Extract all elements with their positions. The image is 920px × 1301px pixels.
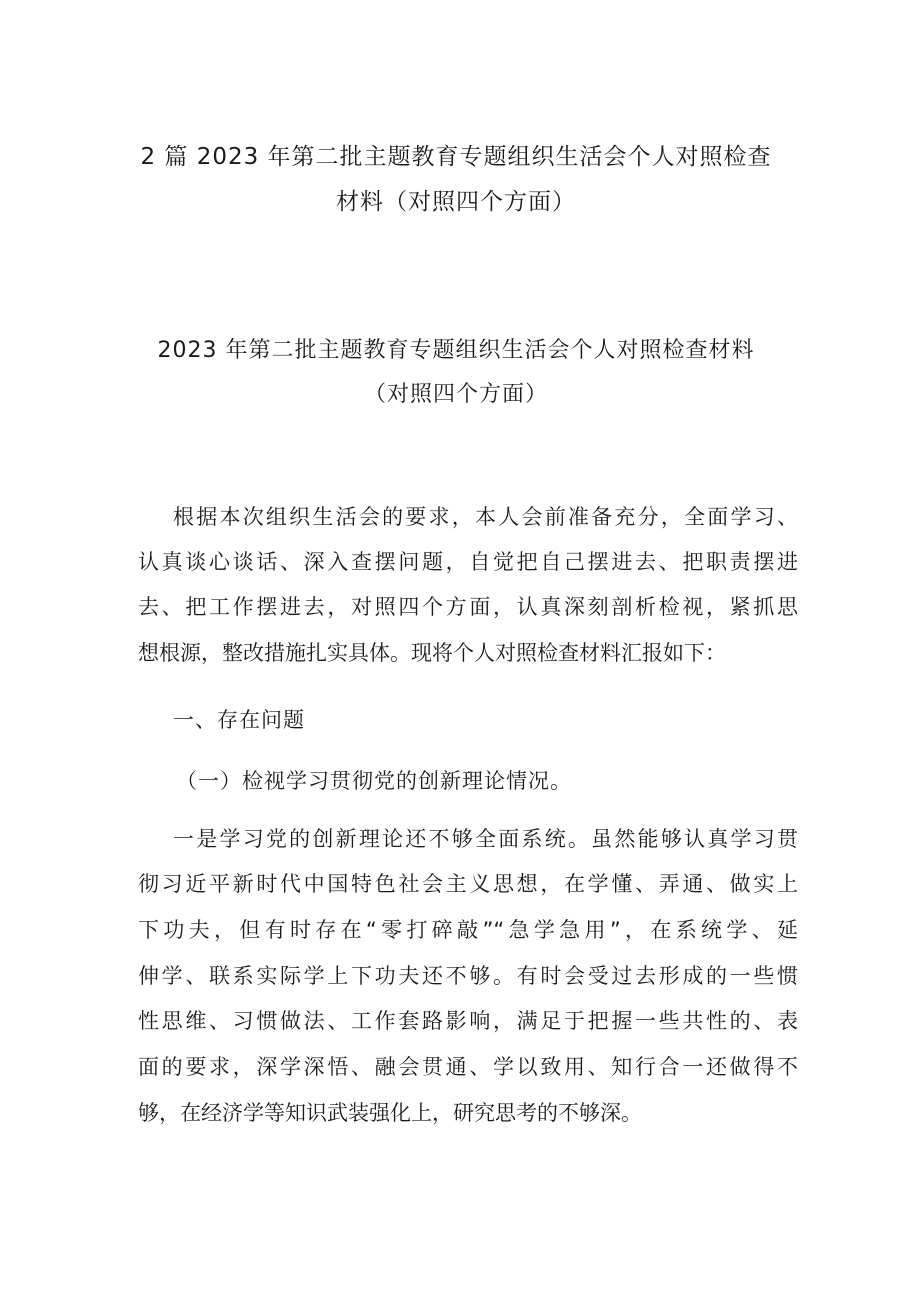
document-title-line-2: 材料（对照四个方面） <box>336 189 576 215</box>
subsection-heading: （一）检视学习贯彻党的创新理论情况。 <box>176 769 572 793</box>
section-heading: 一、存在问题 <box>173 708 305 732</box>
body-paragraph-line: 面的要求，深学深悟、融会贯通、学以致用、知行合一还做得不 <box>138 1055 798 1079</box>
body-paragraph-line: 下功夫，但有时存在“零打碎敲”“急学急用”，在系统学、延 <box>138 918 798 942</box>
document-title-line-1: 2 篇 2023 年第二批主题教育专题组织生活会个人对照检查 <box>140 144 772 170</box>
body-paragraph-line: 一是学习党的创新理论还不够全面系统。虽然能够认真学习贯 <box>173 827 798 851</box>
intro-paragraph-line: 想根源，整改措施扎实具体。现将个人对照检查材料汇报如下： <box>138 641 726 665</box>
document-subtitle-line-1: 2023 年第二批主题教育专题组织生活会个人对照检查材料 <box>157 338 755 363</box>
body-paragraph-line: 伸学、联系实际学上下功夫还不够。有时会受过去形成的一些惯 <box>138 964 798 988</box>
intro-paragraph-line: 去、把工作摆进去，对照四个方面，认真深刻剖析检视，紧抓思 <box>138 595 798 619</box>
body-paragraph-line: 够，在经济学等知识武装强化上，研究思考的不够深。 <box>138 1101 642 1125</box>
intro-paragraph-line: 根据本次组织生活会的要求，本人会前准备充分，全面学习、 <box>173 505 798 529</box>
intro-paragraph-line: 认真谈心谈话、深入查摆问题，自觉把自己摆进去、把职责摆进 <box>138 550 798 574</box>
document-subtitle-line-2: （对照四个方面） <box>363 382 548 407</box>
body-paragraph-line: 彻习近平新时代中国特色社会主义思想，在学懂、弄通、做实上 <box>138 872 798 896</box>
body-paragraph-line: 性思维、习惯做法、工作套路影响，满足于把握一些共性的、表 <box>138 1009 798 1033</box>
